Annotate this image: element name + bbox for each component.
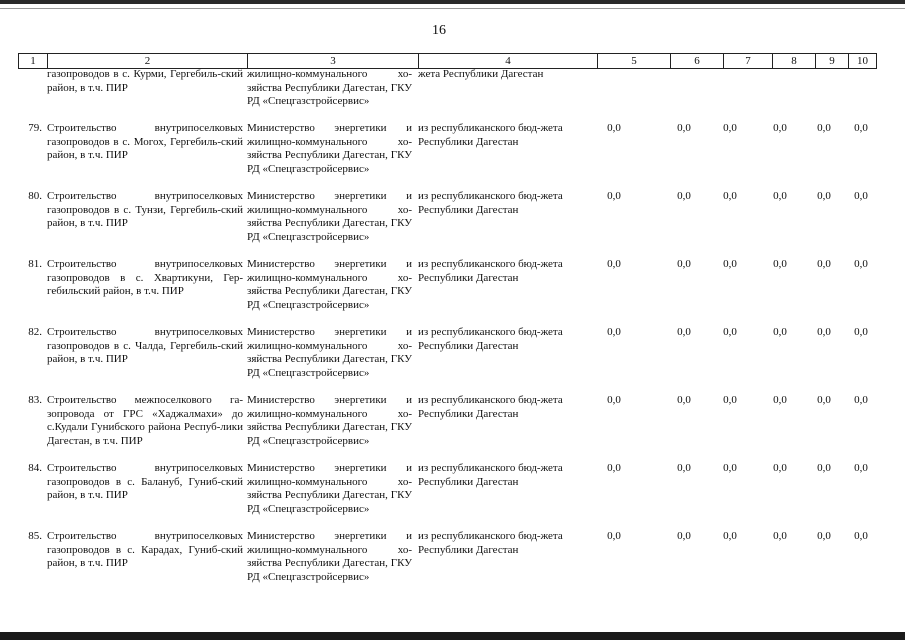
table-row [18,394,877,462]
value-col-10: 0,0 [854,258,868,270]
row-executor: Министерство энергетики и жилищно-коммунального хо-зяйства Республики Дагестан, ГКУ РД «Спецгазстройсервис» [247,394,412,447]
value-col-6: 0,0 [677,530,691,542]
row-name: газопроводов в с. Курми, Гергебиль-ский район, в т.ч. ПИР [47,68,243,94]
row-executor: Министерство энергетики и жилищно-коммунального хо-зяйства Республики Дагестан, ГКУ РД «Спецгазстройсервис» [247,326,412,379]
row-source: из республиканского бюд-жета Республики Дагестан [418,530,563,556]
value-col-9: 0,0 [817,122,831,134]
row-name: Строительство внутрипоселковых газопроводов в с. Карадах, Гуниб-ский район, в т.ч. ПИР [47,530,243,570]
row-source: из республиканского бюд-жета Республики Дагестан [418,122,563,148]
row-name: Строительство межпоселкового га-зопровода от ГРС «Хаджалмахи» до с.Кудали Гунибского района Респуб-лики Дагестан, в т.ч. ПИР [47,394,243,447]
col-header-10: 10 [848,54,877,68]
value-col-6: 0,0 [677,326,691,338]
table-row [18,530,877,598]
col-header-5: 5 [597,54,670,68]
value-col-9: 0,0 [817,190,831,202]
value-col-5: 0,0 [607,190,621,202]
value-col-7: 0,0 [723,122,737,134]
value-col-5: 0,0 [607,462,621,474]
value-col-10: 0,0 [854,122,868,134]
row-source: из республиканского бюд-жета Республики Дагестан [418,326,563,352]
row-name: Строительство внутрипоселковых газопроводов в с. Хвартикуни, Гер-гебильский район, в т.ч. ПИР [47,258,243,298]
value-col-6: 0,0 [677,394,691,406]
table-row [18,258,877,326]
row-source: из республиканского бюд-жета Республики Дагестан [418,394,563,420]
row-executor: жилищно-коммунального хо-зяйства Республики Дагестан, ГКУ РД «Спецгазстройсервис» [247,68,412,108]
value-col-7: 0,0 [723,462,737,474]
value-col-10: 0,0 [854,462,868,474]
value-col-8: 0,0 [773,122,787,134]
value-col-10: 0,0 [854,326,868,338]
col-header-9: 9 [815,54,848,68]
value-col-9: 0,0 [817,326,831,338]
value-col-9: 0,0 [817,394,831,406]
row-source: жета Республики Дагестан [418,68,544,80]
value-col-8: 0,0 [773,258,787,270]
row-number: 83. [28,394,42,406]
table-row [18,122,877,190]
row-executor: Министерство энергетики и жилищно-коммунального хо-зяйства Республики Дагестан, ГКУ РД «Спецгазстройсервис» [247,258,412,311]
value-col-9: 0,0 [817,462,831,474]
col-header-7: 7 [723,54,772,68]
row-number: 82. [28,326,42,338]
value-col-7: 0,0 [723,258,737,270]
row-source: из республиканского бюд-жета Республики Дагестан [418,462,563,488]
continuation-row [18,68,877,122]
scan-edge-line [0,8,905,9]
value-col-8: 0,0 [773,190,787,202]
value-col-7: 0,0 [723,326,737,338]
value-col-9: 0,0 [817,530,831,542]
value-col-7: 0,0 [723,190,737,202]
value-col-6: 0,0 [677,190,691,202]
value-col-5: 0,0 [607,258,621,270]
row-executor: Министерство энергетики и жилищно-коммунального хо-зяйства Республики Дагестан, ГКУ РД «Спецгазстройсервис» [247,122,412,175]
value-col-5: 0,0 [607,530,621,542]
row-number: 85. [28,530,42,542]
value-col-8: 0,0 [773,530,787,542]
value-col-6: 0,0 [677,122,691,134]
table-row [18,462,877,530]
row-name: Строительство внутрипоселковых газопроводов в с. Балануб, Гуниб-ский район, в т.ч. ПИР [47,462,243,502]
value-col-7: 0,0 [723,530,737,542]
row-name: Строительство внутрипоселковых газопроводов в с. Чалда, Гергебиль-ский район, в т.ч. ПИР [47,326,243,366]
row-number: 79. [28,122,42,134]
row-number: 84. [28,462,42,474]
table-body [18,68,877,598]
row-executor: Министерство энергетики и жилищно-коммунального хо-зяйства Республики Дагестан, ГКУ РД «Спецгазстройсервис» [247,190,412,243]
value-col-7: 0,0 [723,394,737,406]
row-number: 81. [28,258,42,270]
value-col-8: 0,0 [773,394,787,406]
row-source: из республиканского бюд-жета Республики Дагестан [418,190,563,216]
row-executor: Министерство энергетики и жилищно-коммунального хо-зяйства Республики Дагестан, ГКУ РД «Спецгазстройсервис» [247,462,412,515]
col-header-8: 8 [772,54,815,68]
table-row [18,190,877,258]
col-header-6: 6 [670,54,723,68]
scan-edge-top [0,0,905,4]
col-header-3: 3 [247,54,418,68]
value-col-5: 0,0 [607,326,621,338]
value-col-10: 0,0 [854,530,868,542]
value-col-6: 0,0 [677,258,691,270]
value-col-5: 0,0 [607,122,621,134]
col-header-1: 1 [18,54,47,68]
table-header [18,53,877,69]
row-number: 80. [28,190,42,202]
value-col-5: 0,0 [607,394,621,406]
value-col-8: 0,0 [773,326,787,338]
row-source: из республиканского бюд-жета Республики Дагестан [418,258,563,284]
value-col-9: 0,0 [817,258,831,270]
scan-edge-bottom [0,632,905,640]
value-col-10: 0,0 [854,394,868,406]
value-col-10: 0,0 [854,190,868,202]
col-header-2: 2 [47,54,247,68]
value-col-6: 0,0 [677,462,691,474]
page-number: 16 [432,23,446,38]
row-executor: Министерство энергетики и жилищно-коммунального хо-зяйства Республики Дагестан, ГКУ РД «Спецгазстройсервис» [247,530,412,583]
row-name: Строительство внутрипоселковых газопроводов в с. Тунзи, Гергебиль-ский район, в т.ч. ПИР [47,190,243,230]
value-col-8: 0,0 [773,462,787,474]
row-name: Строительство внутрипоселковых газопроводов в с. Могох, Гергебиль-ский район, в т.ч. ПИР [47,122,243,162]
col-header-4: 4 [418,54,597,68]
table-row [18,326,877,394]
